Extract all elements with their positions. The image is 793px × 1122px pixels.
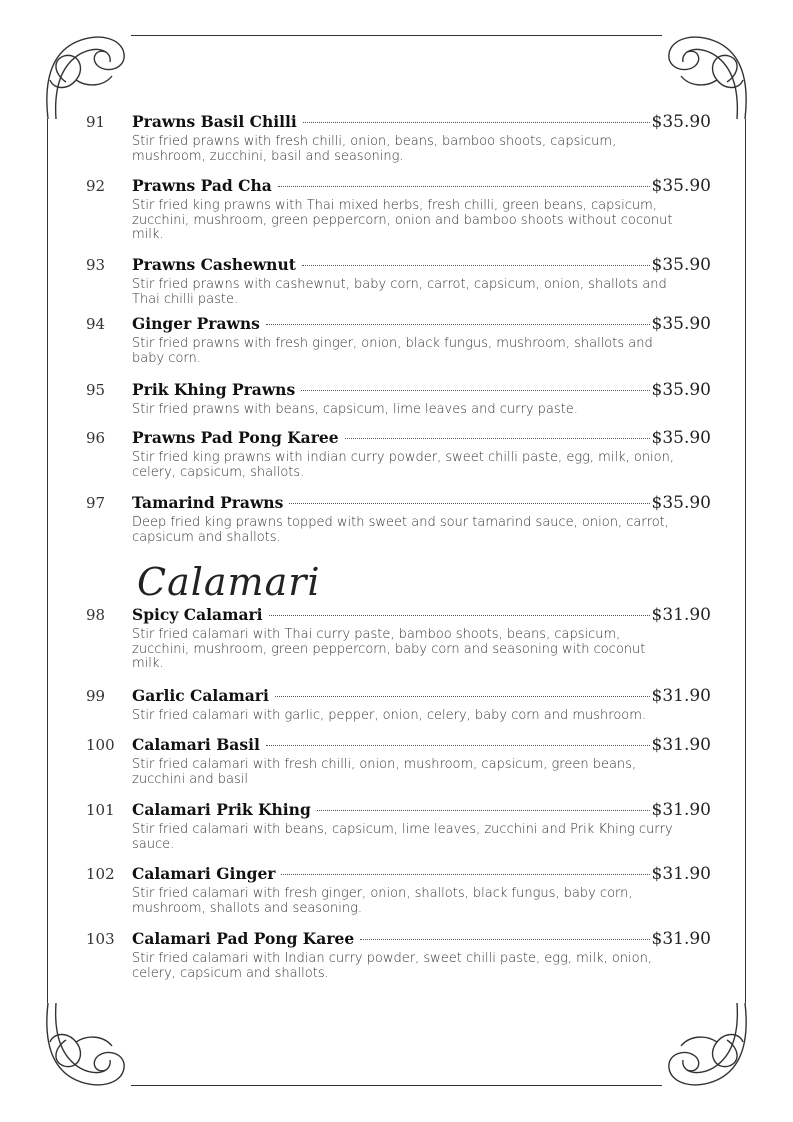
dot-leader	[278, 186, 650, 187]
item-number: 99	[86, 687, 106, 705]
item-name: Calamari Prik Khing	[132, 800, 311, 819]
menu-item-101	[86, 800, 711, 852]
item-price: $31.90	[651, 800, 711, 820]
item-description: Stir fried king prawns with indian curry powder, sweet chilli paste, egg, milk, onion, celery, capsicum, shallots.	[132, 450, 674, 480]
dot-leader	[317, 810, 650, 811]
item-name: Garlic Calamari	[132, 686, 269, 705]
dot-leader	[266, 324, 650, 325]
ornament-corner-bottom-left	[36, 1003, 131, 1098]
dot-leader	[269, 615, 650, 616]
menu-item-91	[86, 112, 711, 164]
item-number: 93	[86, 256, 106, 274]
dot-leader	[281, 874, 649, 875]
item-description: Deep fried king prawns topped with sweet and sour tamarind sauce, onion, carrot, capsicum and shallots.	[132, 515, 669, 545]
menu-item-94	[86, 314, 711, 366]
item-price: $35.90	[651, 493, 711, 513]
item-description: Stir fried calamari with Thai curry paste, bamboo shoots, beans, capsicum, zucchini, mushroom, green peppercorn, baby corn and seasoning with coconut milk.	[132, 627, 646, 671]
item-description: Stir fried king prawns with Thai mixed herbs, fresh chilli, green beans, capsicum, zucchini, mushroom, green peppercorn, onion and bamboo shoots without coconut milk.	[132, 198, 673, 242]
item-description: Stir fried prawns with fresh ginger, onion, black fungus, mushroom, shallots and baby corn.	[132, 336, 653, 366]
item-number: 98	[86, 606, 106, 624]
item-price: $31.90	[651, 864, 711, 884]
ornament-corner-top-left	[36, 24, 131, 119]
item-name: Spicy Calamari	[132, 605, 263, 624]
item-name: Prawns Pad Pong Karee	[132, 428, 339, 447]
item-number: 103	[86, 930, 115, 948]
item-name: Calamari Basil	[132, 735, 260, 754]
ornament-corner-bottom-right	[662, 1003, 757, 1098]
dot-leader	[301, 390, 649, 391]
item-description: Stir fried prawns with beans, capsicum, lime leaves and curry paste.	[132, 402, 578, 417]
menu-item-92	[86, 176, 711, 243]
dot-leader	[345, 438, 650, 439]
dot-leader	[275, 696, 650, 697]
item-number: 102	[86, 865, 115, 883]
dot-leader	[360, 939, 649, 940]
item-name: Prawns Cashewnut	[132, 255, 296, 274]
item-name: Prawns Pad Cha	[132, 176, 272, 195]
dot-leader	[266, 745, 650, 746]
item-number: 97	[86, 494, 106, 512]
item-description: Stir fried calamari with Indian curry powder, sweet chilli paste, egg, milk, onion, celery, capsicum and shallots.	[132, 951, 652, 981]
menu-item-103	[86, 929, 711, 981]
item-price: $31.90	[651, 686, 711, 706]
menu-item-97	[86, 493, 711, 545]
item-name: Tamarind Prawns	[132, 493, 284, 512]
item-price: $35.90	[651, 428, 711, 448]
item-description: Stir fried prawns with cashewnut, baby corn, carrot, capsicum, onion, shallots and Thai chilli paste.	[132, 277, 667, 307]
item-number: 91	[86, 113, 106, 131]
item-name: Calamari Ginger	[132, 864, 276, 883]
item-number: 100	[86, 736, 115, 754]
item-price: $35.90	[651, 314, 711, 334]
item-description: Stir fried calamari with fresh chilli, onion, mushroom, capsicum, green beans, zucchini and basil	[132, 757, 637, 787]
item-price: $35.90	[651, 176, 711, 196]
item-price: $31.90	[651, 605, 711, 625]
item-description: Stir fried calamari with garlic, pepper, onion, celery, baby corn and mushroom.	[132, 708, 647, 723]
item-number: 101	[86, 801, 115, 819]
item-description: Stir fried calamari with beans, capsicum, lime leaves, zucchini and Prik Khing curry sauce.	[132, 822, 673, 852]
menu-item-96	[86, 428, 711, 480]
dot-leader	[303, 122, 650, 123]
ornament-corner-top-right	[662, 24, 757, 119]
item-description: Stir fried calamari with fresh ginger, onion, shallots, black fungus, baby corn, mushroom, shallots and seasoning.	[132, 886, 633, 916]
section-title-calamari: Calamari	[137, 560, 321, 604]
item-number: 96	[86, 429, 106, 447]
menu-item-102	[86, 864, 711, 916]
item-name: Calamari Pad Pong Karee	[132, 929, 355, 948]
item-price: $31.90	[651, 929, 711, 949]
dot-leader	[302, 265, 650, 266]
item-name: Ginger Prawns	[132, 314, 260, 333]
item-price: $35.90	[651, 255, 711, 275]
item-number: 95	[86, 381, 106, 399]
menu-item-93	[86, 255, 711, 307]
item-description: Stir fried prawns with fresh chilli, onion, beans, bamboo shoots, capsicum, mushroom, zucchini, basil and seasoning.	[132, 134, 617, 164]
item-price: $31.90	[651, 735, 711, 755]
item-price: $35.90	[651, 380, 711, 400]
menu-item-99	[86, 686, 711, 724]
menu-item-100	[86, 735, 711, 787]
item-price: $35.90	[651, 112, 711, 132]
item-name: Prawns Basil Chilli	[132, 112, 297, 131]
menu-item-95	[86, 380, 711, 418]
item-number: 92	[86, 177, 106, 195]
item-number: 94	[86, 315, 106, 333]
menu-item-98	[86, 605, 711, 672]
item-name: Prik Khing Prawns	[132, 380, 296, 399]
dot-leader	[289, 503, 649, 504]
